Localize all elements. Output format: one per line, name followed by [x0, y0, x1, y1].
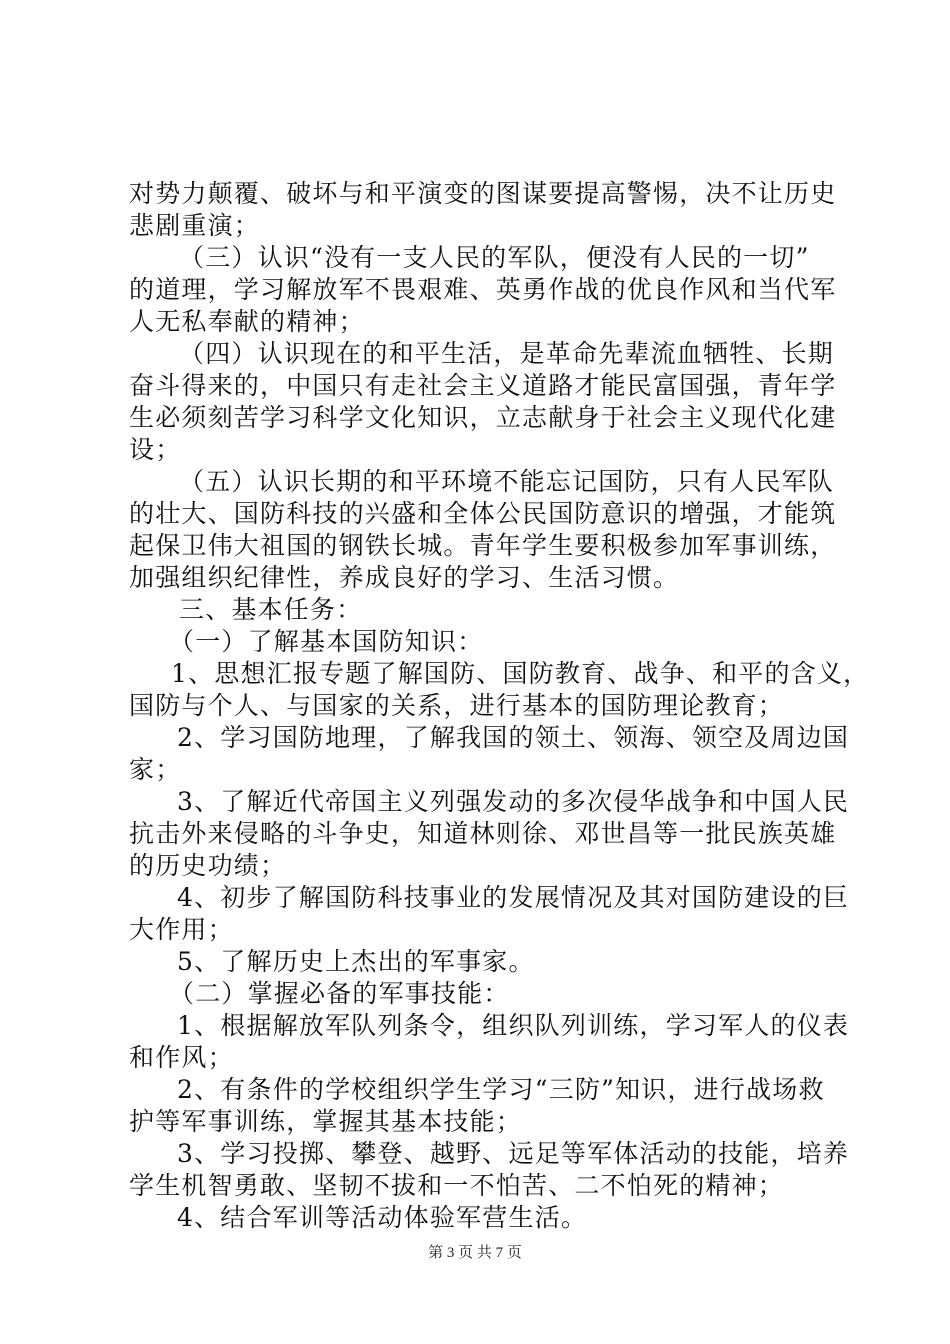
text-line: 生必须刻苦学习科学文化知识，立志献身于社会主义现代化建 [129, 403, 837, 432]
text-line: 抗击外来侵略的斗争史，知道林则徐、邓世昌等一批民族英雄 [129, 819, 837, 848]
subsection-heading: （二）掌握必备的军事技能： [169, 979, 510, 1008]
text-line: 4、结合军训等活动体验军营生活。 [177, 1203, 588, 1232]
text-line: 的壮大、国防科技的兴盛和全体公民国防意识的增强，才能筑 [129, 499, 837, 528]
text-line: （五）认识长期的和平环境不能忘记国防，只有人民军队 [179, 467, 835, 496]
text-line: 3、学习投掷、攀登、越野、远足等军体活动的技能，培养 [177, 1139, 850, 1168]
subsection-heading: （一）了解基本国防知识： [169, 627, 484, 656]
text-line: 5、了解历史上杰出的军事家。 [177, 947, 535, 976]
text-line: 的历史功绩； [129, 851, 287, 880]
text-line: （三）认识“没有一支人民的军队，便没有人民的一切” [179, 243, 810, 272]
text-line: 家； [129, 755, 182, 784]
text-line: 的道理，学习解放军不畏艰难、英勇作战的优良作风和当代军 [129, 275, 837, 304]
text-line: 3、了解近代帝国主义列强发动的多次侵华战争和中国人民 [177, 787, 850, 816]
text-line: 2、有条件的学校组织学生学习“三防”知识，进行战场救 [177, 1075, 825, 1104]
text-line: 4、初步了解国防科技事业的发展情况及其对国防建设的巨 [177, 883, 850, 912]
section-heading: 三、基本任务： [179, 595, 363, 624]
page-number-footer: 第 3 页 共 7 页 [428, 1245, 522, 1261]
text-line: 对势力颠覆、破坏与和平演变的图谋要提高警惕，决不让历史 [129, 179, 837, 208]
text-line: （四）认识现在的和平生活，是革命先辈流血牺牲、长期 [179, 339, 835, 368]
text-line: 和作风； [129, 1043, 234, 1072]
text-line: 起保卫伟大祖国的钢铁长城。青年学生要积极参加军事训练， [129, 531, 837, 560]
text-line: 大作用； [129, 915, 234, 944]
body-text [129, 178, 870, 1234]
text-line: 设； [129, 435, 182, 464]
text-line: 悲剧重演； [129, 211, 261, 240]
text-line: 2、学习国防地理，了解我国的领土、领海、领空及周边国 [177, 723, 850, 752]
text-line: 奋斗得来的，中国只有走社会主义道路才能民富国强，青年学 [129, 371, 837, 400]
text-line: 加强组织纪律性，养成良好的学习、生活习惯。 [129, 563, 680, 592]
text-line: 1、思想汇报专题了解国防、国防教育、战争、和平的含义， [171, 659, 870, 688]
text-line: 国防与个人、与国家的关系，进行基本的国防理论教育； [129, 691, 785, 720]
text-line: 学生机智勇敢、坚韧不拔和一不怕苦、二不怕死的精神； [129, 1171, 785, 1200]
text-line: 1、根据解放军队列条令，组织队列训练，学习军人的仪表 [177, 1011, 850, 1040]
text-line: 人无私奉献的精神； [129, 307, 365, 336]
text-line: 护等军事训练，掌握其基本技能； [129, 1107, 523, 1136]
